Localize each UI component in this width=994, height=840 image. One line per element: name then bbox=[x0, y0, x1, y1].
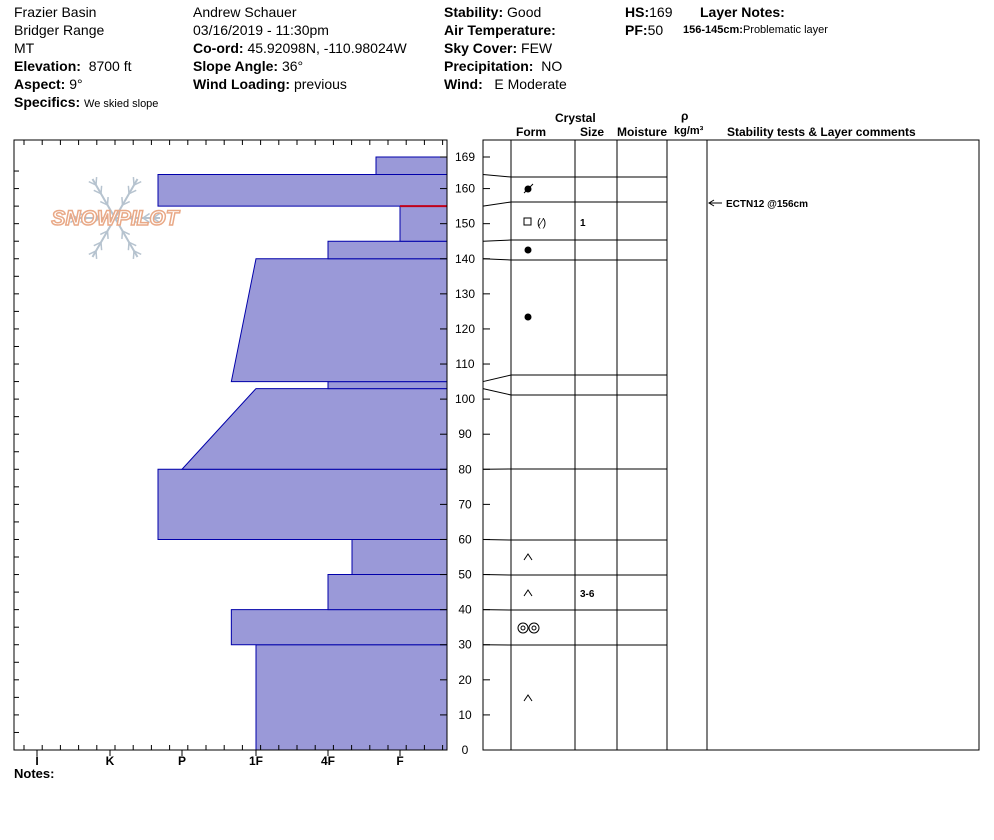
snowflake-branch bbox=[133, 177, 134, 185]
elevation-value: 8700 ft bbox=[88, 58, 132, 74]
pf-label: PF: bbox=[625, 22, 648, 38]
depth-tick-label: 120 bbox=[454, 321, 476, 336]
precipitation-value: NO bbox=[541, 58, 563, 74]
wind-value: E Moderate bbox=[494, 76, 567, 92]
depth-tick-label: 90 bbox=[458, 427, 472, 442]
stability-tests bbox=[709, 199, 808, 210]
hardness-tick-label: K bbox=[105, 754, 115, 768]
coord-label: Co-ord: bbox=[193, 40, 244, 56]
hs-value: 169 bbox=[649, 4, 673, 20]
layer-connector bbox=[483, 202, 511, 206]
stability-tests-header: Stability tests & Layer comments bbox=[727, 125, 916, 139]
layer-table-frame bbox=[483, 140, 979, 750]
depth-tick-label: 80 bbox=[458, 462, 472, 477]
hardness-bar bbox=[352, 539, 447, 574]
depth-tick-label: 169 bbox=[454, 150, 476, 164]
rho-header: ρ bbox=[681, 109, 689, 123]
specifics-value: We skied slope bbox=[84, 98, 159, 110]
depth-tick-label: 110 bbox=[455, 357, 475, 372]
aspect-value: 9° bbox=[69, 76, 83, 92]
layer-connector bbox=[483, 259, 511, 260]
layer-note-range: 156-145cm: bbox=[683, 24, 743, 36]
hardness-tick-label: 4F bbox=[320, 754, 336, 768]
sky-cover-label: Sky Cover: bbox=[444, 40, 518, 56]
depth-tick-label: 130 bbox=[454, 286, 476, 301]
air-temp-label: Air Temperature: bbox=[444, 22, 556, 38]
stability-value: Good bbox=[507, 4, 542, 20]
bullet-icon bbox=[525, 314, 532, 321]
depth-tick-label: 10 bbox=[458, 707, 472, 722]
grain-secondary-label: (⁄) bbox=[537, 217, 547, 229]
snowflake-branch bbox=[128, 242, 129, 250]
hardness-tick-label: I bbox=[35, 754, 39, 768]
hardness-tick-label: P bbox=[177, 754, 187, 768]
depth-tick-label: 0 bbox=[461, 743, 469, 757]
caret-icon bbox=[524, 590, 532, 596]
specifics-label: Specifics: bbox=[14, 94, 81, 110]
layer-note-text: Problematic layer bbox=[742, 24, 828, 36]
notes-label: Notes: bbox=[14, 766, 55, 781]
snowflake-branch bbox=[128, 186, 129, 194]
depth-tick-label: 150 bbox=[454, 216, 476, 231]
grain-size-label: 1 bbox=[580, 218, 586, 229]
ring-icon bbox=[518, 623, 528, 633]
hardness-bar bbox=[158, 469, 447, 539]
ring-icon bbox=[529, 623, 539, 633]
elevation-label: Elevation: bbox=[14, 58, 81, 74]
hardness-bar bbox=[182, 389, 447, 470]
snowpilot-logo-text: SNOWPILOT bbox=[51, 207, 179, 230]
wind-loading-label: Wind Loading: bbox=[193, 76, 291, 92]
slope-value: 36° bbox=[281, 58, 304, 74]
ring-inner-icon bbox=[521, 626, 525, 630]
wind-loading-value: previous bbox=[293, 76, 347, 92]
depth-tick-label: 100 bbox=[454, 392, 476, 407]
snowflake-branch bbox=[101, 242, 102, 250]
caret-icon bbox=[524, 554, 532, 560]
form-header: Form bbox=[516, 125, 546, 139]
snowflake-branch bbox=[101, 186, 102, 194]
hardness-bar bbox=[328, 241, 447, 259]
hardness-tick-label: 1F bbox=[248, 754, 264, 768]
pf-value: 50 bbox=[647, 22, 664, 38]
depth-tick-label: 70 bbox=[458, 497, 472, 512]
square-icon bbox=[524, 218, 531, 225]
grain-forms bbox=[518, 184, 595, 701]
wind-label: Wind: bbox=[444, 76, 483, 92]
hardness-bar bbox=[231, 259, 447, 382]
layer-table-columns bbox=[511, 140, 707, 750]
depth-tick-label: 160 bbox=[454, 181, 476, 196]
depth-tick-label: 140 bbox=[454, 251, 476, 266]
hardness-bars bbox=[158, 157, 447, 750]
snowflake-branch bbox=[122, 231, 123, 239]
snowflake-branch bbox=[96, 177, 97, 185]
sky-cover-value: FEW bbox=[521, 40, 553, 56]
snowflake-branch bbox=[108, 231, 109, 239]
hardness-bar bbox=[256, 645, 447, 750]
state-name: MT bbox=[14, 40, 35, 56]
layer-notes-label: Layer Notes: bbox=[700, 4, 785, 20]
hardness-tick-label: F bbox=[396, 754, 404, 768]
caret-icon bbox=[524, 695, 532, 701]
slope-label: Slope Angle: bbox=[193, 58, 279, 74]
hardness-bar bbox=[158, 175, 447, 207]
layer-connector bbox=[483, 175, 511, 177]
observer-name: Andrew Schauer bbox=[193, 4, 297, 20]
snowflake-branch bbox=[133, 251, 134, 259]
location-name: Frazier Basin bbox=[14, 4, 97, 20]
layer-connector bbox=[483, 539, 511, 540]
coord-value: 45.92098N, -110.98024W bbox=[247, 40, 407, 56]
ring-inner-icon bbox=[532, 626, 536, 630]
precipitation-label: Precipitation: bbox=[444, 58, 534, 74]
range-name: Bridger Range bbox=[14, 22, 105, 38]
hardness-bar bbox=[231, 610, 447, 645]
hardness-bar bbox=[328, 575, 447, 610]
depth-tick-label: 40 bbox=[458, 602, 472, 617]
moisture-header: Moisture bbox=[617, 125, 668, 139]
snowflake-branch bbox=[122, 197, 123, 205]
depth-tick-label: 60 bbox=[458, 532, 472, 547]
observation-datetime: 03/16/2019 - 11:30pm bbox=[193, 22, 329, 38]
hardness-bar bbox=[328, 382, 447, 389]
density-header: kg/m³ bbox=[674, 125, 704, 137]
snowflake-branch bbox=[96, 251, 97, 259]
depth-tick-label: 20 bbox=[458, 672, 472, 687]
hardness-bar bbox=[400, 206, 447, 241]
grain-size-label: 3-6 bbox=[580, 589, 595, 600]
layer-connector bbox=[483, 389, 511, 395]
snowflake-branch bbox=[108, 197, 109, 205]
crystal-header: Crystal bbox=[555, 111, 596, 125]
stability-label: Stability: bbox=[444, 4, 504, 20]
depth-tick-label: 30 bbox=[458, 637, 472, 652]
size-header: Size bbox=[580, 125, 605, 139]
layer-connector bbox=[483, 375, 511, 382]
test-label: ECTN12 @156cm bbox=[726, 199, 809, 210]
aspect-label: Aspect: bbox=[14, 76, 66, 92]
hardness-bar bbox=[376, 157, 447, 175]
depth-tick-label: 50 bbox=[458, 567, 472, 582]
layer-connector bbox=[483, 240, 511, 241]
hs-label: HS: bbox=[625, 4, 650, 20]
bullet-icon bbox=[525, 247, 532, 254]
